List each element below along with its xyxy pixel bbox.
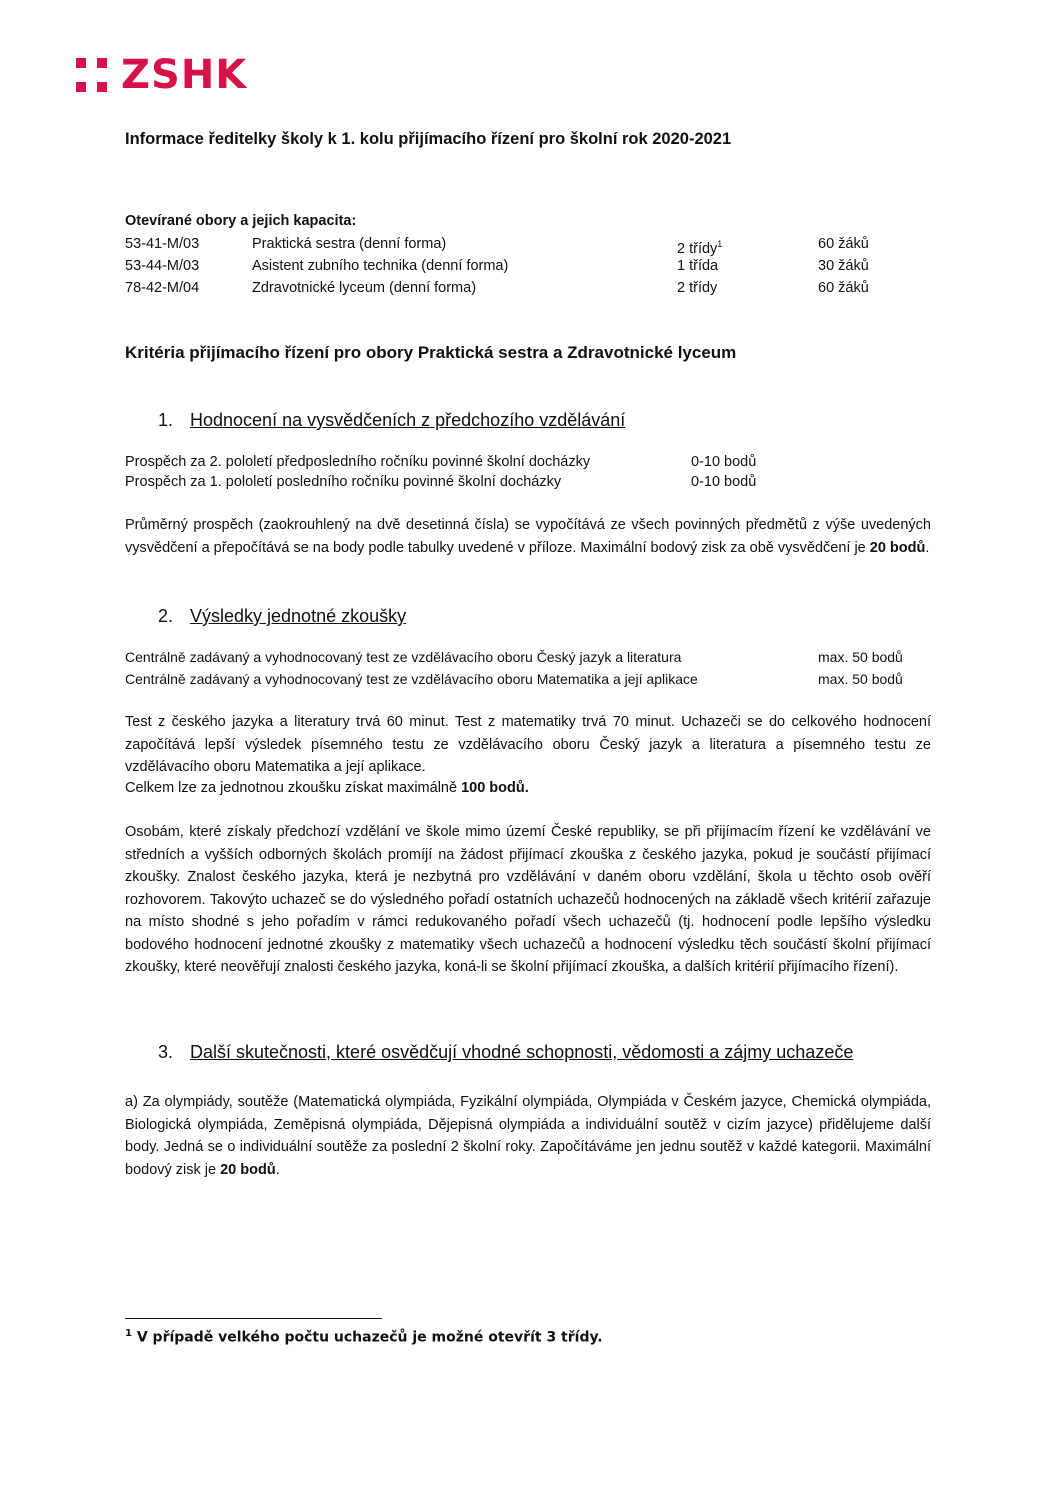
field-name: Zdravotnické lyceum (denní forma)	[252, 280, 477, 296]
field-capacity: 60 žáků	[818, 280, 869, 296]
footnote-text: V případě velkého počtu uchazečů je možné otevřít 3 třídy.	[131, 1329, 603, 1346]
field-classes: 1 třída	[677, 258, 719, 274]
field-name: Praktická sestra (denní forma)	[252, 236, 447, 252]
fields-heading: Otevírané obory a jejich kapacita:	[125, 213, 357, 229]
section-2-paragraph-2: Osobám, které získaly předchozí vzdělání ve škole mimo území České republiky, se při přijímacím řízení ke vzdělávání ve středních a vyšších odborných školách promíjí na žádost přijímací zkouška z českého jazyka, pokud je součástí přijímací zkoušky. Znalost českého jazyka, která je nezbytná pro vzdělávání v daném oboru vzdělání, škola u těchto osob ověří rozhovorem. Takovýto uchazeč se do výsledného pořadí ostatních uchazečů hodnocených na základě všech kritérií zařazuje na místo shodné s jeho pořadím v rámci redukovaného pořadí všech uchazečů (tj. hodnocení podle lepšího výsledku bodového hodnocení jednotné zkoušky z matematiky všech uchazečů a hodnocení výsledku těch součástí školní přijímací zkoušky, které neověřují znalosti českého jazyka, koná-li se školní přijímací zkouška, a dalších kritérií přijímacího řízení).	[125, 824, 931, 975]
document-title: Informace ředitelky školy k 1. kolu přijímacího řízení pro školní rok 2020-2021	[125, 130, 732, 148]
section-2-heading	[158, 606, 406, 627]
score-row	[125, 471, 925, 493]
section-number: 3.	[158, 1042, 174, 1062]
score-label: Prospěch za 1. pololetí posledního ročníku povinné školní docházky	[125, 474, 562, 490]
section-3-heading	[158, 1042, 853, 1063]
score-row	[125, 451, 925, 473]
field-row	[125, 277, 925, 299]
section-number: 1.	[158, 410, 174, 430]
field-code: 78-42-M/04	[125, 280, 200, 296]
zshk-logo	[76, 52, 248, 98]
score-row	[125, 668, 925, 690]
score-points: 0-10 bodů	[691, 474, 757, 490]
score-points: max. 50 bodů	[818, 649, 903, 665]
footnote-ref[interactable]: 1	[717, 239, 723, 249]
field-capacity: 60 žáků	[818, 236, 869, 252]
score-label: Prospěch za 2. pololetí předposledního ročníku povinné školní docházky	[125, 454, 591, 470]
field-classes: 2 třídy$^1$	[677, 239, 723, 257]
section-title: Výsledky jednotné zkoušky	[190, 606, 407, 626]
field-name: Asistent zubního technika (denní forma)	[252, 258, 509, 274]
score-label: Centrálně zadávaný a vyhodnocovaný test ze vzdělávacího oboru Matematika a její aplikace	[125, 671, 698, 687]
section-title: Hodnocení na vysvědčeních z předchozího vzdělávání	[190, 410, 626, 430]
score-points: max. 50 bodů	[818, 671, 903, 687]
footnote-mark: 1	[125, 1328, 132, 1339]
criteria-heading: Kritéria přijímacího řízení pro obory Praktická sestra a Zdravotnické lyceum	[125, 343, 737, 362]
field-code: 53-41-M/03	[125, 236, 200, 252]
field-row	[125, 255, 925, 277]
section-2-total: Celkem lze za jednotnou zkoušku získat maximálně 100 bodů.	[125, 780, 529, 796]
field-capacity: 30 žáků	[818, 258, 869, 274]
footnote-divider	[125, 1318, 382, 1319]
score-row	[125, 646, 925, 668]
field-code: 53-44-M/03	[125, 258, 200, 274]
section-1-heading	[158, 410, 625, 431]
score-label: Centrálně zadávaný a vyhodnocovaný test ze vzdělávacího oboru Český jazyk a literatura	[125, 649, 682, 665]
section-number: 2.	[158, 606, 174, 626]
section-3-paragraph: a) Za olympiády, soutěže (Matematická olympiáda, Fyzikální olympiáda, Olympiáda v Českém jazyce, Chemická olympiáda, Biologická olympiáda, Zeměpisná olympiáda, Dějepisná olympiáda a individuální soutěž v cizím jazyce) přidělujeme další body. Jedná se o individuální soutěže za poslední 2 školní roky. Započítáváme jen jednu soutěž v každé kategorii. Maximální bodový zisk je 20 bodů.	[125, 1094, 931, 1178]
field-classes: 2 třídy	[677, 280, 718, 296]
field-row	[125, 233, 925, 255]
logo-dots-icon	[76, 58, 107, 92]
section-2-paragraph-1: Test z českého jazyka a literatury trvá 60 minut. Test z matematiky trvá 70 minut. Uchazeči se do celkového hodnocení započítává lepší výsledek písemného testu ze vzdělávacího oboru Český jazyk a literatura a písemného testu ze vzdělávacího oboru Matematika a její aplikace.	[125, 714, 931, 775]
score-points: 0-10 bodů	[691, 454, 757, 470]
section-1-paragraph: Průměrný prospěch (zaokrouhlený na dvě desetinná čísla) se vypočítává ze všech povinných předmětů z výše uvedených vysvědčení a přepočítává se na body podle tabulky uvedené v příloze. Maximální bodový zisk za obě vysvědčení je 20 bodů.	[125, 517, 931, 556]
logo-text: ZSHK	[121, 52, 248, 98]
footnote	[125, 1328, 603, 1346]
section-title: Další skutečnosti, které osvědčují vhodné schopnosti, vědomosti a zájmy uchazeče	[190, 1042, 854, 1062]
